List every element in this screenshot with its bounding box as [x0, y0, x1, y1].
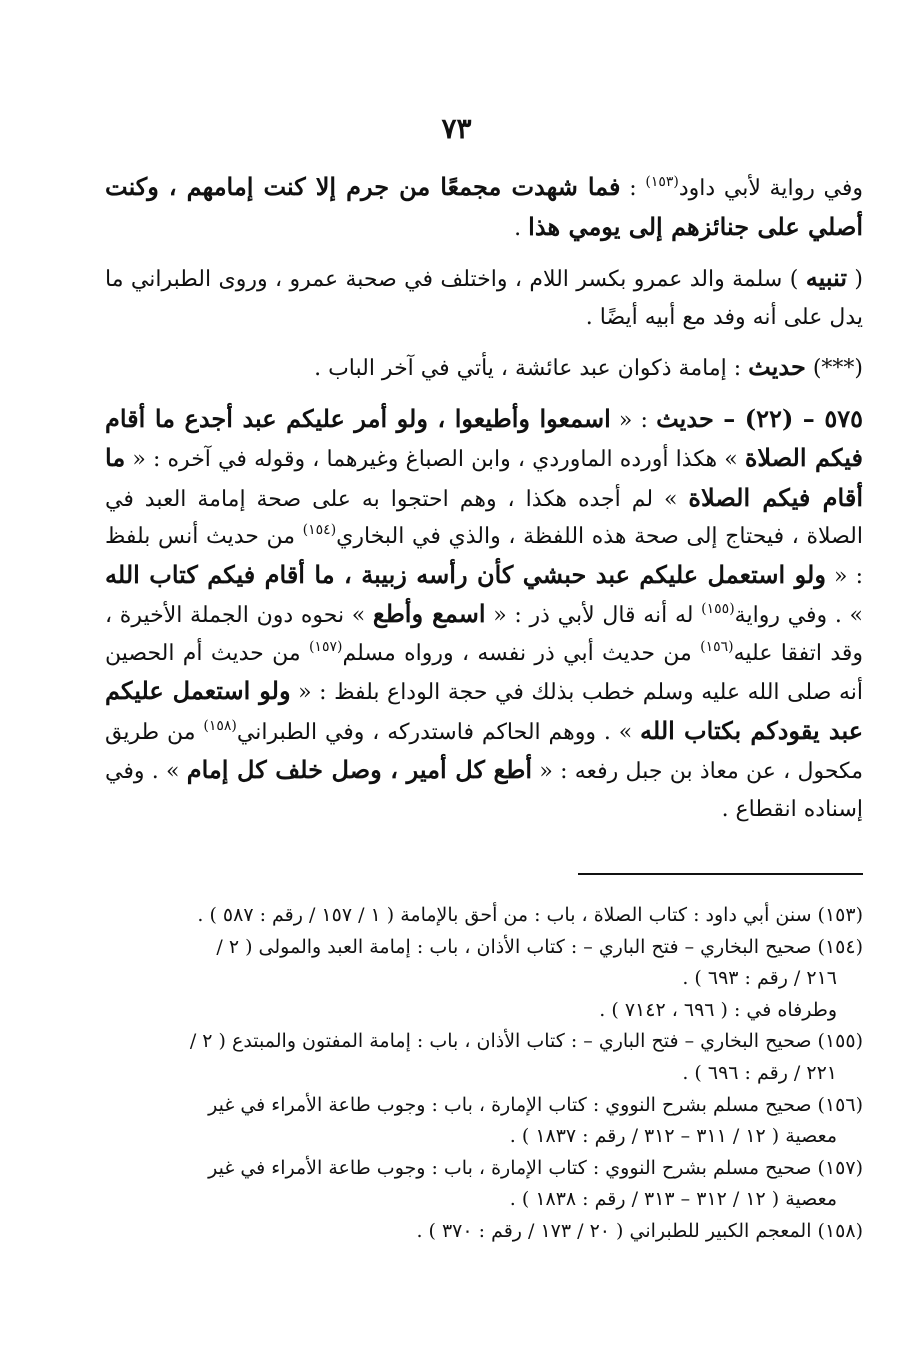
footnote-ref-157[interactable]: (١٥٧) — [308, 638, 343, 655]
text-run: وفي رواية لأبي داود — [678, 176, 863, 201]
paragraph-abu-dawud-narration — [105, 168, 863, 247]
text-run: . — [514, 215, 529, 241]
footnote-ref-155[interactable]: (١٥٥) — [701, 601, 735, 617]
footnote-ref-154[interactable]: (١٥٤) — [302, 522, 337, 538]
hadith-quote: ما أقام فيكم الصلاة — [105, 443, 863, 512]
footnote-divider — [578, 873, 863, 875]
footnote-158: (١٥٨) المعجم الكبير للطبراني ( ٢٠ / ١٧٣ / رقم : ٣٧٠ ) . — [416, 1219, 863, 1242]
hadith-quote: ولو استعمل عليكم عبد حبشي كأن رأسه زبيبة ، ما أقام فيكم كتاب الله — [105, 559, 826, 589]
hadith-number: ٥٧٥ – (٢٢) – حديث — [656, 403, 863, 433]
main-text — [105, 168, 863, 828]
text-run: من حديث أم الحصين أنه صلى الله عليه وسلم خطب بذلك في حجة الوداع بلفظ : « — [105, 640, 863, 705]
footnote-157-continued: معصية ( ١٢ / ٣١٢ – ٣١٣ / رقم : ١٨٣٨ ) . — [509, 1188, 837, 1211]
footnotes — [105, 900, 863, 1248]
hadith-quote: أطع كل أمير ، وصل خلف كل إمام — [186, 755, 533, 784]
text-run: من حديث أبي ذر نفسه ، ورواه مسلم — [342, 640, 701, 666]
text-run: ( — [847, 267, 863, 292]
footnote-ref-153[interactable]: (١٥٣) — [645, 174, 679, 190]
footnote-156-continued: معصية ( ١٢ / ٣١١ – ٣١٢ / رقم : ١٨٣٧ ) . — [509, 1125, 837, 1148]
text-run: من طريق مكحول ، عن معاذ بن جبل رفعه : « — [105, 719, 863, 784]
paragraph-dhakwan — [105, 348, 863, 388]
paragraph-tanbih — [105, 259, 863, 336]
text-run: » هكذا أورده الماوردي ، وابن الصباغ وغيرهما ، وقوله في آخره : « — [125, 447, 745, 472]
text-run: ) سلمة والد عمرو بكسر اللام ، واختلف في صحبة عمرو ، وروى الطبراني ما يدل على أنه وفد مع أبيه أيضًا . — [105, 267, 863, 330]
footnote-ref-158[interactable]: (١٥٨) — [203, 717, 237, 734]
text-run: له أنه قال لأبي ذر : « — [485, 603, 702, 628]
text-run: » . وفي رواية — [734, 603, 863, 628]
footnote-153: (١٥٣) سنن أبي داود : كتاب الصلاة ، باب : من أحق بالإمامة ( ١ / ١٥٧ / رقم : ٥٨٧ ) . — [197, 904, 863, 926]
text-run: : « — [610, 407, 657, 433]
text-run: : — [620, 176, 646, 201]
footnote-ref-156[interactable]: (١٥٦) — [700, 638, 734, 655]
footnote-154-continued: ٢١٦ / رقم : ٦٩٣ ) . — [682, 967, 837, 990]
footnote-156: (١٥٦) صحيح مسلم بشرح النووي : كتاب الإمارة ، باب : وجوب طاعة الأمراء في غير — [208, 1093, 863, 1116]
hadith-quote: فما شهدت مجمعًا من جرم إلا كنت إمامهم ، وكنت أصلي على جنائزهم إلى يومي هذا — [105, 172, 863, 241]
tanbih-heading: تنبيه — [805, 263, 848, 292]
text-run: » نحوه دون الجملة الأخيرة ، وقد اتفقا عليه — [105, 603, 864, 666]
footnote-157: (١٥٧) صحيح مسلم بشرح النووي : كتاب الإمارة ، باب : وجوب طاعة الأمراء في غير — [208, 1156, 863, 1179]
text-run: » . ووهم الحاكم فاستدركه ، وفي الطبراني — [236, 719, 641, 745]
paragraph-hadith-575 — [105, 400, 863, 829]
hadith-quote: اسمعوا وأطيعوا ، ولو أمر عليكم عبد أجدع ما أقام فيكم الصلاة — [105, 403, 863, 472]
footnote-155: (١٥٥) صحيح البخاري – فتح الباري – : كتاب الأذان ، باب : إمامة المفتون والمبتدع ( ٢ / — [189, 1030, 863, 1053]
text-run: من حديث أنس بلفظ : « — [105, 524, 864, 589]
page-number: ٧٣ — [441, 112, 472, 145]
hadith-heading: حديث — [748, 352, 806, 381]
text-run: » . وفي إسناده انقطاع . — [105, 759, 863, 822]
footnote-154-other-refs: وطرفاه في : ( ٦٩٦ ، ٧١٤٢ ) . — [599, 998, 837, 1021]
text-run: (***) — [805, 356, 863, 381]
text-run: : إمامة ذكوان عبد عائشة ، يأتي في آخر الباب . — [314, 356, 749, 381]
text-run: » لم أجده هكذا ، وهم احتجوا به على صحة إمامة العبد في الصلاة ، فيحتاج إلى صحة هذه اللفظة ، والذي في البخاري — [105, 486, 864, 549]
hadith-quote: ولو استعمل عليكم عبد يقودكم بكتاب الله — [105, 676, 864, 745]
hadith-quote: اسمع وأطع — [372, 599, 486, 628]
footnote-154: (١٥٤) صحيح البخاري – فتح الباري – : كتاب الأذان ، باب : إمامة العبد والمولى ( ٢ / — [216, 935, 863, 958]
footnote-155-continued: ٢٢١ / رقم : ٦٩٦ ) . — [682, 1061, 837, 1084]
